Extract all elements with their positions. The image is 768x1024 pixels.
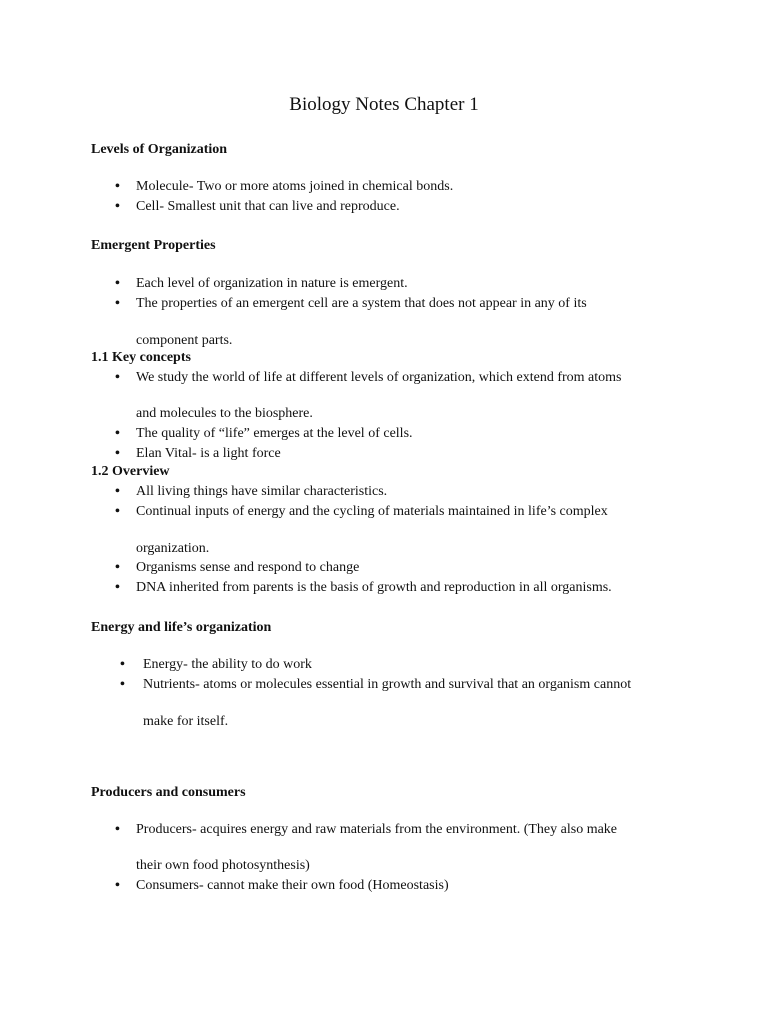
- bullet-icon: •: [115, 822, 120, 837]
- bullet-icon: •: [115, 504, 120, 519]
- list-item: The properties of an emergent cell are a system that does not appear in any of its: [136, 296, 587, 311]
- bullet-icon: •: [115, 580, 120, 595]
- list-item: Each level of organization in nature is emergent.: [136, 276, 408, 291]
- bullet-icon: •: [115, 484, 120, 499]
- list-item: Continual inputs of energy and the cycling of materials maintained in life’s complex: [136, 504, 608, 519]
- list-item: Energy- the ability to do work: [143, 657, 312, 672]
- list-item: Cell- Smallest unit that can live and reproduce.: [136, 199, 400, 214]
- bullet-icon: •: [115, 276, 120, 291]
- section-heading: Emergent Properties: [91, 238, 216, 253]
- bullet-icon: •: [120, 677, 125, 692]
- bullet-icon: •: [115, 878, 120, 893]
- list-item: The quality of “life” emerges at the level of cells.: [136, 426, 413, 441]
- list-item-continuation: and molecules to the biosphere.: [136, 406, 313, 421]
- list-item: All living things have similar characteristics.: [136, 484, 388, 499]
- bullet-icon: •: [115, 446, 120, 461]
- list-item-continuation: organization.: [136, 541, 210, 556]
- list-item-continuation: component parts.: [136, 333, 233, 348]
- document-title: Biology Notes Chapter 1: [289, 94, 479, 115]
- section-heading: 1.1 Key concepts: [91, 350, 191, 365]
- section-heading: Producers and consumers: [91, 785, 246, 800]
- bullet-icon: •: [115, 296, 120, 311]
- list-item: Molecule- Two or more atoms joined in chemical bonds.: [136, 179, 454, 194]
- bullet-icon: •: [115, 560, 120, 575]
- bullet-icon: •: [115, 179, 120, 194]
- list-item: We study the world of life at different levels of organization, which extend from atoms: [136, 370, 622, 385]
- section-heading: Levels of Organization: [91, 142, 228, 157]
- list-item: Organisms sense and respond to change: [136, 560, 360, 575]
- list-item-continuation: make for itself.: [143, 714, 229, 729]
- bullet-icon: •: [115, 199, 120, 214]
- list-item: Consumers- cannot make their own food (Homeostasis): [136, 878, 449, 893]
- bullet-icon: •: [120, 657, 125, 672]
- bullet-icon: •: [115, 370, 120, 385]
- section-heading: Energy and life’s organization: [91, 620, 272, 635]
- list-item-continuation: their own food photosynthesis): [136, 858, 310, 873]
- bullet-icon: •: [115, 426, 120, 441]
- list-item: Elan Vital- is a light force: [136, 446, 281, 461]
- section-heading: 1.2 Overview: [91, 464, 170, 479]
- list-item: Nutrients- atoms or molecules essential in growth and survival that an organism cannot: [143, 677, 632, 692]
- list-item: DNA inherited from parents is the basis of growth and reproduction in all organisms.: [136, 580, 612, 595]
- list-item: Producers- acquires energy and raw materials from the environment. (They also make: [136, 822, 618, 837]
